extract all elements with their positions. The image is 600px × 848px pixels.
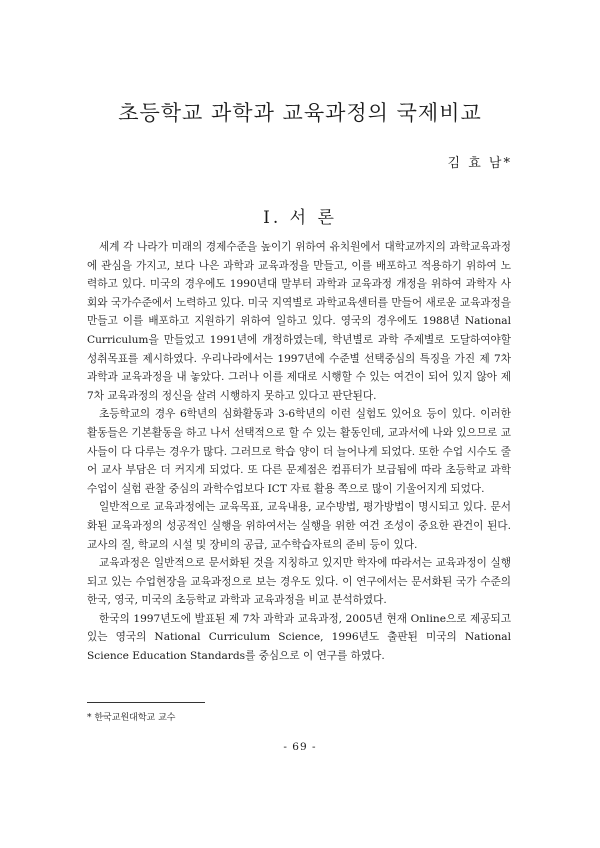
paragraph: 일반적으로 교육과정에는 교육목표, 교육내용, 교수방법, 평가방법이 명시되고 있다. 문서화된 교육과정의 성공적인 실행을 위하여서는 실행을 위한 여건 조성이 중요한 관건이 된다. 교사의 질, 학교의 시설 및 장비의 공급, 교수학습자료의 준비 등이 있다.: [87, 501, 511, 551]
paragraph: 한국의 1997년도에 발표된 제 7차 과학과 교육과정, 2005년 현재 Online으로 제공되고 있는 영국의 National Curriculum Science, 1996년도 출판된 미국의 National Science Education Standards를 중심으로 이 연구를 하였다.: [87, 612, 511, 663]
body-text: [87, 238, 511, 666]
footnote: * 한국교원대학교 교수: [87, 713, 176, 723]
paragraph: 세계 각 나라가 미래의 경제수준을 높이기 위하여 유치원에서 대학교까지의 과학교육과정에 관심을 가지고, 보다 나은 과학과 교육과정을 만들고, 이를 배포하고 적용하기 위하여 노력하고 있다. 미국의 경우에도 1990년대 말부터 과학과 교육과정 개정을 위하여 과학자 사회와 국가수준에서 노력하고 있다. 미국 지역별로 과학교육센터를 만들어 새로운 교육과정을 만들고 이를 배포하고 지원하기 위하여 일하고 있다. 영국의 경우에도 1988년 National Curriculum을 만들었고 1991년에 개정하였는데, 학년별로 과학 주제별로 도달하여야할 성취목표를 제시하였다. 우리나라에서는 1997년에 수준별 선택중심의 특징을 가진 제 7차 과학과 교육과정을 내 놓았다. 그러나 이를 제대로 시행할 수 있는 여건이 되어 있지 않아 제 7차 교육과정의 정신을 살려 시행하지 못하고 있다고 판단된다.: [87, 241, 511, 402]
author-name: 김 효 남*: [447, 156, 512, 171]
section-heading: I. 서 론: [263, 208, 337, 228]
paragraph: 초등학교의 경우 6학년의 심화활동과 3-6학년의 이런 실험도 있어요 등이 있다. 이러한 활동들은 기본활동을 하고 나서 선택적으로 할 수 있는 활동인데, 교과서에 나와 있으므로 교사들이 다 다루는 경우가 많다. 그러므로 학습 양이 더 늘어나게 되었다. 또한 수업 시수도 줄어 교사 부담은 더 커지게 되었다. 또 다른 문제점은 컴퓨터가 보급됨에 따라 초등학교 과학수업이 실험 관찰 중심의 과학수업보다 ICT 자료 활용 쪽으로 많이 기울어지게 되었다.: [87, 408, 511, 495]
page-number: - 69 -: [283, 741, 317, 753]
paper-title: 초등학교 과학과 교육과정의 국제비교: [118, 101, 482, 125]
paragraph: 교육과정은 일반적으로 문서화된 것을 지칭하고 있지만 학자에 따라서는 교육과정이 실행되고 있는 수업현장을 교육과정으로 보는 경우도 있다. 이 연구에서는 문서화된 국가 수준의 한국, 영국, 미국의 초등학교 과학과 교육과정을 비교 분석하였다.: [87, 557, 511, 607]
footnote-divider: [87, 702, 205, 703]
